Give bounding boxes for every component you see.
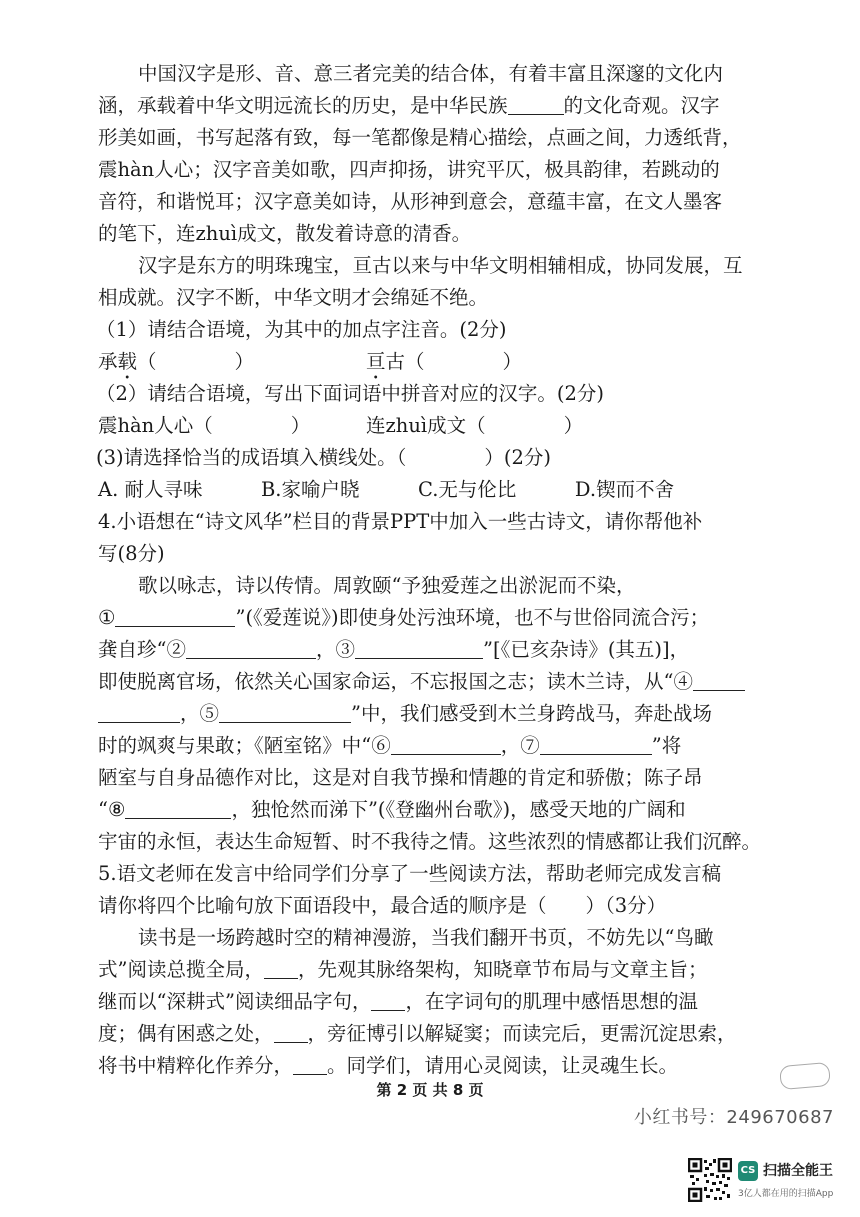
text: ”中，我们感受到木兰身跨战马，奔赴战场 <box>351 702 712 725</box>
passage-line <box>98 92 720 120</box>
question-4-text <box>98 604 709 632</box>
passage-line: 中国汉字是形、音、意三者完美的结合体，有着丰富且深邃的文化内 <box>138 62 724 85</box>
text: 。同学们，请用心灵阅读，让灵魂生长。 <box>327 1054 679 1077</box>
cs-logo-icon: CS <box>738 1161 758 1181</box>
question-4-text <box>98 636 689 664</box>
text: 承 <box>98 350 118 373</box>
text: ① <box>98 606 116 629</box>
text: ，旁征博引以解疑窦；而读完后，更需沉淀思索， <box>307 1022 737 1045</box>
question-2-a[interactable]: 震hàn人心（ ） <box>98 414 311 437</box>
passage-line: 汉字是东方的明珠瑰宝，亘古以来与中华文明相辅相成，协同发展，互 <box>138 254 743 277</box>
answer-blank-2[interactable] <box>186 638 316 659</box>
answer-blank-8[interactable] <box>125 798 231 819</box>
answer-blank-1[interactable] <box>115 606 235 627</box>
question-4-text <box>98 668 745 696</box>
question-1-a <box>98 348 254 384</box>
watermark: 小红书号：249670687 <box>633 1107 834 1128</box>
text: ，⑤ <box>180 702 220 725</box>
scan-stamp-icon <box>779 1062 831 1090</box>
question-4-text: 歌以咏志，诗以传情。周敦颐“予独爱莲之出淤泥而不染， <box>138 574 636 597</box>
answer-blank[interactable] <box>264 958 298 979</box>
text: 即使脱离官场，依然关心国家命运，不忘报国之志；读木兰诗，从“④ <box>98 670 693 693</box>
question-4-stem: 写(8分) <box>98 542 165 565</box>
scanner-badge <box>688 1158 848 1206</box>
question-4-text: 陋室与自身品德作对比，这是对自我节操和情趣的肯定和骄傲；陈子昂 <box>98 766 703 789</box>
question-5-stem: 请你将四个比喻句放下面语段中，最合适的顺序是（ ）（3分） <box>98 894 667 917</box>
question-3-stem: (3)请选择恰当的成语填入横线处。（ ）(2分) <box>96 446 551 469</box>
text: “⑧ <box>98 798 126 821</box>
question-5-text <box>98 956 708 984</box>
question-4-text <box>98 700 712 728</box>
dotted-char: 载 <box>117 350 138 373</box>
text: 将书中精粹化作养分， <box>98 1054 294 1077</box>
text: 涵，承载着中华文明远流长的历史，是中华民族 <box>98 94 508 117</box>
passage-line: 音符，和谐悦耳；汉字意美如诗，从形神到意会，意蕴丰富，在文人墨客 <box>98 190 723 213</box>
answer-blank-4-cont[interactable] <box>98 702 180 723</box>
scanner-subtitle: 3亿人都在用的扫描App <box>738 1189 834 1199</box>
answer-blank[interactable] <box>508 94 564 115</box>
text: ，先观其脉络架构，知晓章节布局与文章主旨； <box>297 958 708 981</box>
qr-code-icon <box>688 1158 732 1202</box>
answer-blank[interactable] <box>274 1022 308 1043</box>
question-5-text <box>98 1052 678 1080</box>
passage-line: 震hàn人心；汉字音美如歌，四声抑扬，讲究平仄，极具韵律，若跳动的 <box>98 158 720 181</box>
text: 的文化奇观。汉字 <box>563 94 720 117</box>
text: 度；偶有困惑之处， <box>98 1022 274 1045</box>
text: ”(《爱莲说》)即使身处污浊环境，也不与世俗同流合污； <box>235 606 710 629</box>
answer-blank-3[interactable] <box>355 638 483 659</box>
text: 龚自珍“② <box>98 638 186 661</box>
question-1-stem: （1）请结合语境，为其中的加点字注音。(2分) <box>96 318 507 341</box>
text: 时的飒爽与果敢；《陋室铭》中“⑥ <box>98 734 391 757</box>
passage-line: 相成就。汉字不断，中华文明才会绵延不绝。 <box>98 286 489 309</box>
text: ，⑦ <box>500 734 540 757</box>
question-2-b[interactable]: 连zhuì成文（ ） <box>366 414 584 437</box>
text: ，在字词句的肌理中感悟思想的温 <box>405 990 698 1013</box>
answer-blank-5[interactable] <box>219 702 351 723</box>
scanner-title: 扫描全能王 <box>763 1163 833 1179</box>
text: 继而以“深耕式”阅读细品字句， <box>98 990 372 1013</box>
text: 式”阅读总揽全局， <box>98 958 264 981</box>
question-5-text <box>98 988 698 1016</box>
question-4-text <box>98 732 681 760</box>
text: ，③ <box>315 638 355 661</box>
answer-blank[interactable] <box>293 1054 327 1075</box>
answer-blank-6[interactable] <box>391 734 501 755</box>
question-4-text <box>98 796 686 824</box>
answer-blank-4[interactable] <box>693 670 745 691</box>
question-5-text: 读书是一场跨越时空的精神漫游，当我们翻开书页，不妨先以“鸟瞰 <box>138 926 714 949</box>
question-1-b <box>366 348 522 384</box>
page-footer: 第 2 页 共 8 页 <box>376 1081 484 1099</box>
question-4-stem: 4.小语想在“诗文风华”栏目的背景PPT中加入一些古诗文，请你帮他补 <box>98 510 703 533</box>
question-3-options[interactable]: A. 耐人寻味 B.家喻户晓 C.无与伦比 D.锲而不舍 <box>98 478 675 501</box>
question-5-stem: 5.语文老师在发言中给同学们分享了一些阅读方法，帮助老师完成发言稿 <box>98 862 722 885</box>
dotted-char: 亘 <box>366 350 386 373</box>
answer-box[interactable]: （ ） <box>137 350 255 373</box>
text: ”将 <box>651 734 682 757</box>
text: ”[《已亥杂诗》(其五)]， <box>483 638 690 661</box>
answer-blank-7[interactable] <box>540 734 652 755</box>
question-2-stem: （2）请结合语境，写出下面词语中拼音对应的汉字。(2分) <box>96 382 605 405</box>
question-4-text: 宇宙的永恒，表达生命短暂、时不我待之情。这些浓烈的情感都让我们沉醉。 <box>98 830 762 853</box>
question-5-text <box>98 1020 737 1048</box>
answer-box[interactable]: 古（ ） <box>385 350 523 373</box>
answer-blank[interactable] <box>371 990 405 1011</box>
text: ，独怆然而涕下”(《登幽州台歌》)，感受天地的广阔和 <box>231 798 686 821</box>
passage-line: 形美如画，书写起落有致，每一笔都像是精心描绘，点画之间，力透纸背， <box>98 126 742 149</box>
passage-line: 的笔下，连zhuì成文，散发着诗意的清香。 <box>98 222 472 245</box>
